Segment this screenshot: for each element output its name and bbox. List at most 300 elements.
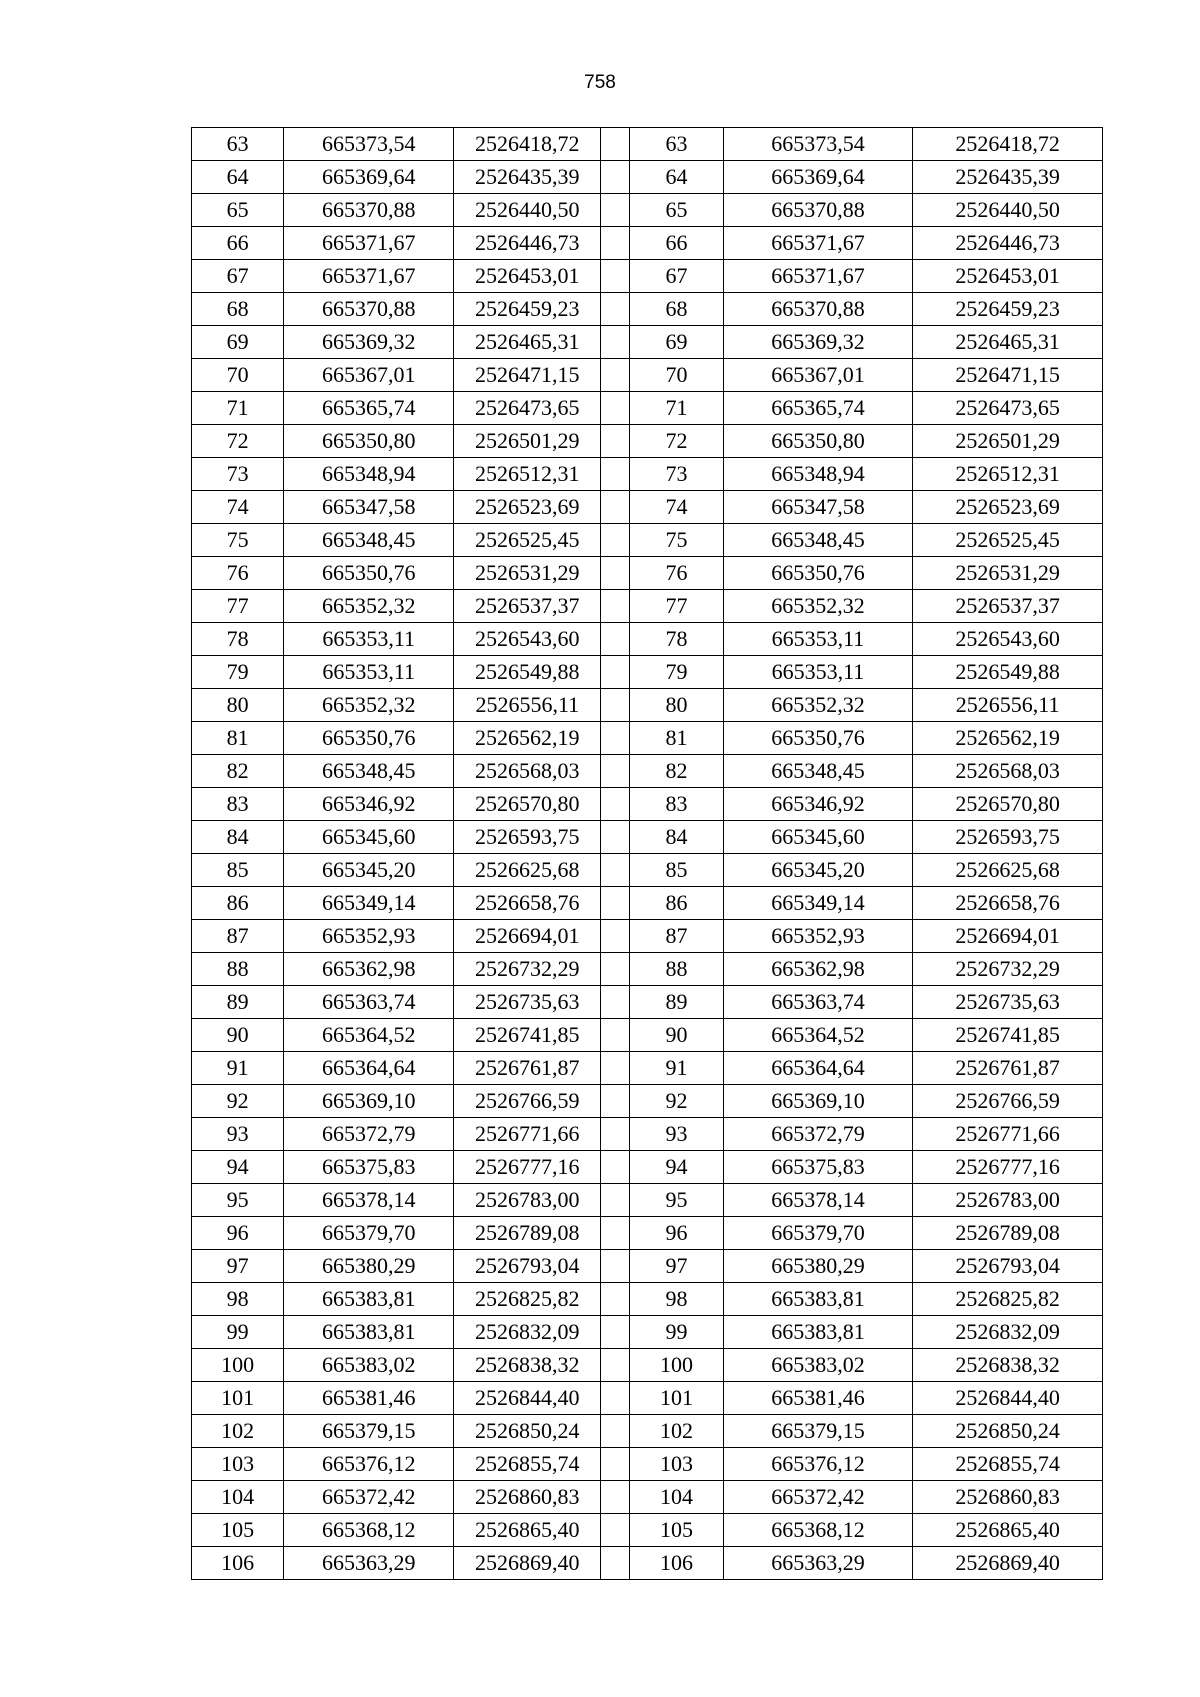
- point-number-cell: 88: [630, 953, 723, 986]
- y-coordinate-cell: 2526761,87: [913, 1052, 1103, 1085]
- x-coordinate-cell: 665349,14: [723, 887, 913, 920]
- empty-separator-cell: [601, 953, 630, 986]
- y-coordinate-cell: 2526766,59: [913, 1085, 1103, 1118]
- point-number-cell: 67: [192, 260, 284, 293]
- x-coordinate-cell: 665352,32: [723, 590, 913, 623]
- empty-separator-cell: [601, 1382, 630, 1415]
- empty-separator-cell: [601, 557, 630, 590]
- x-coordinate-cell: 665350,76: [284, 557, 454, 590]
- table-row: [192, 260, 1103, 293]
- table-row: [192, 755, 1103, 788]
- point-number-cell: 103: [192, 1448, 284, 1481]
- table-row: [192, 293, 1103, 326]
- table-row: [192, 1283, 1103, 1316]
- y-coordinate-cell: 2526543,60: [913, 623, 1103, 656]
- y-coordinate-cell: 2526562,19: [913, 722, 1103, 755]
- table-row: [192, 689, 1103, 722]
- y-coordinate-cell: 2526860,83: [454, 1481, 601, 1514]
- x-coordinate-cell: 665364,52: [284, 1019, 454, 1052]
- y-coordinate-cell: 2526446,73: [913, 227, 1103, 260]
- x-coordinate-cell: 665347,58: [723, 491, 913, 524]
- y-coordinate-cell: 2526453,01: [913, 260, 1103, 293]
- empty-separator-cell: [601, 293, 630, 326]
- x-coordinate-cell: 665370,88: [284, 293, 454, 326]
- y-coordinate-cell: 2526531,29: [913, 557, 1103, 590]
- y-coordinate-cell: 2526531,29: [454, 557, 601, 590]
- y-coordinate-cell: 2526465,31: [913, 326, 1103, 359]
- y-coordinate-cell: 2526459,23: [454, 293, 601, 326]
- empty-separator-cell: [601, 227, 630, 260]
- point-number-cell: 102: [192, 1415, 284, 1448]
- point-number-cell: 70: [192, 359, 284, 392]
- x-coordinate-cell: 665367,01: [284, 359, 454, 392]
- empty-separator-cell: [601, 1349, 630, 1382]
- point-number-cell: 97: [630, 1250, 723, 1283]
- point-number-cell: 90: [630, 1019, 723, 1052]
- y-coordinate-cell: 2526793,04: [454, 1250, 601, 1283]
- x-coordinate-cell: 665369,32: [723, 326, 913, 359]
- y-coordinate-cell: 2526435,39: [913, 161, 1103, 194]
- x-coordinate-cell: 665363,29: [723, 1547, 913, 1580]
- point-number-cell: 67: [630, 260, 723, 293]
- point-number-cell: 66: [192, 227, 284, 260]
- y-coordinate-cell: 2526523,69: [913, 491, 1103, 524]
- y-coordinate-cell: 2526777,16: [454, 1151, 601, 1184]
- table-row: [192, 1448, 1103, 1481]
- x-coordinate-cell: 665352,32: [284, 590, 454, 623]
- empty-separator-cell: [601, 458, 630, 491]
- y-coordinate-cell: 2526732,29: [913, 953, 1103, 986]
- point-number-cell: 88: [192, 953, 284, 986]
- x-coordinate-cell: 665383,81: [284, 1316, 454, 1349]
- point-number-cell: 75: [630, 524, 723, 557]
- empty-separator-cell: [601, 755, 630, 788]
- y-coordinate-cell: 2526556,11: [913, 689, 1103, 722]
- x-coordinate-cell: 665376,12: [723, 1448, 913, 1481]
- x-coordinate-cell: 665369,64: [284, 161, 454, 194]
- x-coordinate-cell: 665368,12: [723, 1514, 913, 1547]
- x-coordinate-cell: 665372,79: [284, 1118, 454, 1151]
- x-coordinate-cell: 665379,15: [723, 1415, 913, 1448]
- empty-separator-cell: [601, 1151, 630, 1184]
- y-coordinate-cell: 2526869,40: [913, 1547, 1103, 1580]
- y-coordinate-cell: 2526865,40: [454, 1514, 601, 1547]
- point-number-cell: 72: [630, 425, 723, 458]
- point-number-cell: 92: [192, 1085, 284, 1118]
- y-coordinate-cell: 2526473,65: [454, 392, 601, 425]
- table-row: [192, 1382, 1103, 1415]
- point-number-cell: 80: [192, 689, 284, 722]
- point-number-cell: 96: [192, 1217, 284, 1250]
- x-coordinate-cell: 665383,81: [723, 1283, 913, 1316]
- point-number-cell: 81: [630, 722, 723, 755]
- empty-separator-cell: [601, 1184, 630, 1217]
- table-row: [192, 128, 1103, 161]
- table-row: [192, 1547, 1103, 1580]
- table-row: [192, 1085, 1103, 1118]
- x-coordinate-cell: 665350,80: [284, 425, 454, 458]
- y-coordinate-cell: 2526435,39: [454, 161, 601, 194]
- x-coordinate-cell: 665352,32: [723, 689, 913, 722]
- y-coordinate-cell: 2526556,11: [454, 689, 601, 722]
- y-coordinate-cell: 2526741,85: [454, 1019, 601, 1052]
- x-coordinate-cell: 665381,46: [284, 1382, 454, 1415]
- y-coordinate-cell: 2526732,29: [454, 953, 601, 986]
- x-coordinate-cell: 665362,98: [723, 953, 913, 986]
- empty-separator-cell: [601, 1415, 630, 1448]
- empty-separator-cell: [601, 689, 630, 722]
- point-number-cell: 63: [192, 128, 284, 161]
- x-coordinate-cell: 665371,67: [284, 227, 454, 260]
- empty-separator-cell: [601, 524, 630, 557]
- table-row: [192, 1019, 1103, 1052]
- x-coordinate-cell: 665348,45: [723, 524, 913, 557]
- point-number-cell: 73: [192, 458, 284, 491]
- empty-separator-cell: [601, 1217, 630, 1250]
- x-coordinate-cell: 665378,14: [723, 1184, 913, 1217]
- x-coordinate-cell: 665346,92: [723, 788, 913, 821]
- y-coordinate-cell: 2526832,09: [913, 1316, 1103, 1349]
- x-coordinate-cell: 665381,46: [723, 1382, 913, 1415]
- point-number-cell: 83: [630, 788, 723, 821]
- x-coordinate-cell: 665383,81: [284, 1283, 454, 1316]
- x-coordinate-cell: 665367,01: [723, 359, 913, 392]
- x-coordinate-cell: 665369,10: [284, 1085, 454, 1118]
- x-coordinate-cell: 665372,42: [284, 1481, 454, 1514]
- table-row: [192, 1151, 1103, 1184]
- table-row: [192, 1184, 1103, 1217]
- point-number-cell: 69: [630, 326, 723, 359]
- point-number-cell: 71: [630, 392, 723, 425]
- point-number-cell: 84: [630, 821, 723, 854]
- empty-separator-cell: [601, 1316, 630, 1349]
- y-coordinate-cell: 2526825,82: [454, 1283, 601, 1316]
- table-row: [192, 359, 1103, 392]
- point-number-cell: 94: [630, 1151, 723, 1184]
- x-coordinate-cell: 665345,60: [723, 821, 913, 854]
- table-row: [192, 1415, 1103, 1448]
- x-coordinate-cell: 665383,81: [723, 1316, 913, 1349]
- y-coordinate-cell: 2526570,80: [913, 788, 1103, 821]
- y-coordinate-cell: 2526525,45: [454, 524, 601, 557]
- x-coordinate-cell: 665369,32: [284, 326, 454, 359]
- x-coordinate-cell: 665365,74: [723, 392, 913, 425]
- empty-separator-cell: [601, 821, 630, 854]
- point-number-cell: 64: [192, 161, 284, 194]
- point-number-cell: 87: [192, 920, 284, 953]
- y-coordinate-cell: 2526568,03: [454, 755, 601, 788]
- x-coordinate-cell: 665363,74: [723, 986, 913, 1019]
- point-number-cell: 99: [630, 1316, 723, 1349]
- empty-separator-cell: [601, 1019, 630, 1052]
- point-number-cell: 86: [630, 887, 723, 920]
- empty-separator-cell: [601, 887, 630, 920]
- empty-separator-cell: [601, 1118, 630, 1151]
- x-coordinate-cell: 665371,67: [284, 260, 454, 293]
- x-coordinate-cell: 665352,93: [723, 920, 913, 953]
- x-coordinate-cell: 665348,45: [284, 755, 454, 788]
- point-number-cell: 79: [630, 656, 723, 689]
- y-coordinate-cell: 2526850,24: [454, 1415, 601, 1448]
- table-row: [192, 1250, 1103, 1283]
- y-coordinate-cell: 2526869,40: [454, 1547, 601, 1580]
- y-coordinate-cell: 2526783,00: [913, 1184, 1103, 1217]
- point-number-cell: 106: [630, 1547, 723, 1580]
- point-number-cell: 74: [630, 491, 723, 524]
- y-coordinate-cell: 2526537,37: [454, 590, 601, 623]
- x-coordinate-cell: 665375,83: [723, 1151, 913, 1184]
- y-coordinate-cell: 2526512,31: [454, 458, 601, 491]
- y-coordinate-cell: 2526537,37: [913, 590, 1103, 623]
- point-number-cell: 100: [630, 1349, 723, 1382]
- table-row: [192, 590, 1103, 623]
- y-coordinate-cell: 2526844,40: [454, 1382, 601, 1415]
- x-coordinate-cell: 665372,79: [723, 1118, 913, 1151]
- y-coordinate-cell: 2526473,65: [913, 392, 1103, 425]
- table-row: [192, 1052, 1103, 1085]
- table-row: [192, 656, 1103, 689]
- table-row: [192, 491, 1103, 524]
- y-coordinate-cell: 2526471,15: [454, 359, 601, 392]
- x-coordinate-cell: 665353,11: [284, 656, 454, 689]
- y-coordinate-cell: 2526593,75: [454, 821, 601, 854]
- y-coordinate-cell: 2526512,31: [913, 458, 1103, 491]
- y-coordinate-cell: 2526735,63: [913, 986, 1103, 1019]
- x-coordinate-cell: 665370,88: [723, 293, 913, 326]
- x-coordinate-cell: 665373,54: [284, 128, 454, 161]
- y-coordinate-cell: 2526838,32: [454, 1349, 601, 1382]
- y-coordinate-cell: 2526761,87: [454, 1052, 601, 1085]
- point-number-cell: 63: [630, 128, 723, 161]
- empty-separator-cell: [601, 623, 630, 656]
- point-number-cell: 93: [630, 1118, 723, 1151]
- y-coordinate-cell: 2526838,32: [913, 1349, 1103, 1382]
- table-row: [192, 986, 1103, 1019]
- point-number-cell: 71: [192, 392, 284, 425]
- empty-separator-cell: [601, 491, 630, 524]
- table-row: [192, 425, 1103, 458]
- table-row: [192, 623, 1103, 656]
- y-coordinate-cell: 2526793,04: [913, 1250, 1103, 1283]
- y-coordinate-cell: 2526741,85: [913, 1019, 1103, 1052]
- y-coordinate-cell: 2526440,50: [913, 194, 1103, 227]
- point-number-cell: 104: [192, 1481, 284, 1514]
- x-coordinate-cell: 665350,76: [723, 722, 913, 755]
- x-coordinate-cell: 665369,64: [723, 161, 913, 194]
- point-number-cell: 90: [192, 1019, 284, 1052]
- point-number-cell: 70: [630, 359, 723, 392]
- x-coordinate-cell: 665371,67: [723, 227, 913, 260]
- table-row: [192, 722, 1103, 755]
- y-coordinate-cell: 2526783,00: [454, 1184, 601, 1217]
- y-coordinate-cell: 2526523,69: [454, 491, 601, 524]
- table-row: [192, 194, 1103, 227]
- point-number-cell: 89: [630, 986, 723, 1019]
- point-number-cell: 98: [630, 1283, 723, 1316]
- y-coordinate-cell: 2526832,09: [454, 1316, 601, 1349]
- coordinates-table-body: [192, 128, 1103, 1580]
- point-number-cell: 81: [192, 722, 284, 755]
- y-coordinate-cell: 2526789,08: [913, 1217, 1103, 1250]
- y-coordinate-cell: 2526658,76: [454, 887, 601, 920]
- y-coordinate-cell: 2526446,73: [454, 227, 601, 260]
- x-coordinate-cell: 665350,80: [723, 425, 913, 458]
- table-row: [192, 392, 1103, 425]
- x-coordinate-cell: 665376,12: [284, 1448, 454, 1481]
- y-coordinate-cell: 2526844,40: [913, 1382, 1103, 1415]
- y-coordinate-cell: 2526771,66: [913, 1118, 1103, 1151]
- x-coordinate-cell: 665348,45: [723, 755, 913, 788]
- x-coordinate-cell: 665349,14: [284, 887, 454, 920]
- y-coordinate-cell: 2526593,75: [913, 821, 1103, 854]
- table-row: [192, 326, 1103, 359]
- x-coordinate-cell: 665350,76: [723, 557, 913, 590]
- x-coordinate-cell: 665372,42: [723, 1481, 913, 1514]
- empty-separator-cell: [601, 1547, 630, 1580]
- point-number-cell: 89: [192, 986, 284, 1019]
- point-number-cell: 104: [630, 1481, 723, 1514]
- empty-separator-cell: [601, 194, 630, 227]
- empty-separator-cell: [601, 788, 630, 821]
- x-coordinate-cell: 665353,11: [723, 623, 913, 656]
- y-coordinate-cell: 2526694,01: [913, 920, 1103, 953]
- point-number-cell: 77: [630, 590, 723, 623]
- point-number-cell: 68: [192, 293, 284, 326]
- empty-separator-cell: [601, 128, 630, 161]
- y-coordinate-cell: 2526865,40: [913, 1514, 1103, 1547]
- table-row: [192, 1118, 1103, 1151]
- empty-separator-cell: [601, 1052, 630, 1085]
- point-number-cell: 91: [630, 1052, 723, 1085]
- empty-separator-cell: [601, 1448, 630, 1481]
- table-row: [192, 1217, 1103, 1250]
- x-coordinate-cell: 665378,14: [284, 1184, 454, 1217]
- x-coordinate-cell: 665352,93: [284, 920, 454, 953]
- y-coordinate-cell: 2526771,66: [454, 1118, 601, 1151]
- x-coordinate-cell: 665368,12: [284, 1514, 454, 1547]
- table-row: [192, 1514, 1103, 1547]
- x-coordinate-cell: 665370,88: [723, 194, 913, 227]
- x-coordinate-cell: 665350,76: [284, 722, 454, 755]
- coordinates-table: [191, 127, 1103, 1580]
- empty-separator-cell: [601, 1085, 630, 1118]
- table-row: [192, 887, 1103, 920]
- point-number-cell: 100: [192, 1349, 284, 1382]
- y-coordinate-cell: 2526562,19: [454, 722, 601, 755]
- x-coordinate-cell: 665383,02: [723, 1349, 913, 1382]
- y-coordinate-cell: 2526658,76: [913, 887, 1103, 920]
- y-coordinate-cell: 2526440,50: [454, 194, 601, 227]
- point-number-cell: 65: [630, 194, 723, 227]
- page-number: 758: [584, 72, 616, 93]
- x-coordinate-cell: 665345,60: [284, 821, 454, 854]
- y-coordinate-cell: 2526570,80: [454, 788, 601, 821]
- point-number-cell: 69: [192, 326, 284, 359]
- y-coordinate-cell: 2526789,08: [454, 1217, 601, 1250]
- x-coordinate-cell: 665370,88: [284, 194, 454, 227]
- table-row: [192, 557, 1103, 590]
- point-number-cell: 101: [192, 1382, 284, 1415]
- table-row: [192, 1481, 1103, 1514]
- point-number-cell: 74: [192, 491, 284, 524]
- point-number-cell: 68: [630, 293, 723, 326]
- table-row: [192, 1349, 1103, 1382]
- point-number-cell: 75: [192, 524, 284, 557]
- point-number-cell: 91: [192, 1052, 284, 1085]
- point-number-cell: 99: [192, 1316, 284, 1349]
- point-number-cell: 77: [192, 590, 284, 623]
- point-number-cell: 78: [192, 623, 284, 656]
- y-coordinate-cell: 2526525,45: [913, 524, 1103, 557]
- x-coordinate-cell: 665347,58: [284, 491, 454, 524]
- empty-separator-cell: [601, 920, 630, 953]
- empty-separator-cell: [601, 1250, 630, 1283]
- point-number-cell: 105: [630, 1514, 723, 1547]
- x-coordinate-cell: 665348,94: [284, 458, 454, 491]
- x-coordinate-cell: 665353,11: [723, 656, 913, 689]
- y-coordinate-cell: 2526568,03: [913, 755, 1103, 788]
- point-number-cell: 97: [192, 1250, 284, 1283]
- empty-separator-cell: [601, 161, 630, 194]
- point-number-cell: 83: [192, 788, 284, 821]
- point-number-cell: 76: [192, 557, 284, 590]
- x-coordinate-cell: 665375,83: [284, 1151, 454, 1184]
- y-coordinate-cell: 2526418,72: [454, 128, 601, 161]
- table-row: [192, 227, 1103, 260]
- point-number-cell: 98: [192, 1283, 284, 1316]
- table-row: [192, 788, 1103, 821]
- point-number-cell: 76: [630, 557, 723, 590]
- y-coordinate-cell: 2526501,29: [454, 425, 601, 458]
- y-coordinate-cell: 2526418,72: [913, 128, 1103, 161]
- x-coordinate-cell: 665380,29: [723, 1250, 913, 1283]
- point-number-cell: 106: [192, 1547, 284, 1580]
- y-coordinate-cell: 2526855,74: [913, 1448, 1103, 1481]
- point-number-cell: 105: [192, 1514, 284, 1547]
- point-number-cell: 101: [630, 1382, 723, 1415]
- point-number-cell: 103: [630, 1448, 723, 1481]
- point-number-cell: 66: [630, 227, 723, 260]
- point-number-cell: 102: [630, 1415, 723, 1448]
- point-number-cell: 82: [192, 755, 284, 788]
- point-number-cell: 85: [630, 854, 723, 887]
- x-coordinate-cell: 665380,29: [284, 1250, 454, 1283]
- x-coordinate-cell: 665364,64: [284, 1052, 454, 1085]
- y-coordinate-cell: 2526625,68: [913, 854, 1103, 887]
- point-number-cell: 85: [192, 854, 284, 887]
- point-number-cell: 96: [630, 1217, 723, 1250]
- empty-separator-cell: [601, 1514, 630, 1547]
- empty-separator-cell: [601, 1283, 630, 1316]
- x-coordinate-cell: 665379,70: [723, 1217, 913, 1250]
- table-row: [192, 458, 1103, 491]
- y-coordinate-cell: 2526777,16: [913, 1151, 1103, 1184]
- empty-separator-cell: [601, 590, 630, 623]
- x-coordinate-cell: 665346,92: [284, 788, 454, 821]
- point-number-cell: 87: [630, 920, 723, 953]
- x-coordinate-cell: 665345,20: [723, 854, 913, 887]
- x-coordinate-cell: 665362,98: [284, 953, 454, 986]
- x-coordinate-cell: 665363,74: [284, 986, 454, 1019]
- point-number-cell: 72: [192, 425, 284, 458]
- point-number-cell: 82: [630, 755, 723, 788]
- y-coordinate-cell: 2526850,24: [913, 1415, 1103, 1448]
- y-coordinate-cell: 2526694,01: [454, 920, 601, 953]
- point-number-cell: 95: [630, 1184, 723, 1217]
- point-number-cell: 93: [192, 1118, 284, 1151]
- point-number-cell: 79: [192, 656, 284, 689]
- point-number-cell: 95: [192, 1184, 284, 1217]
